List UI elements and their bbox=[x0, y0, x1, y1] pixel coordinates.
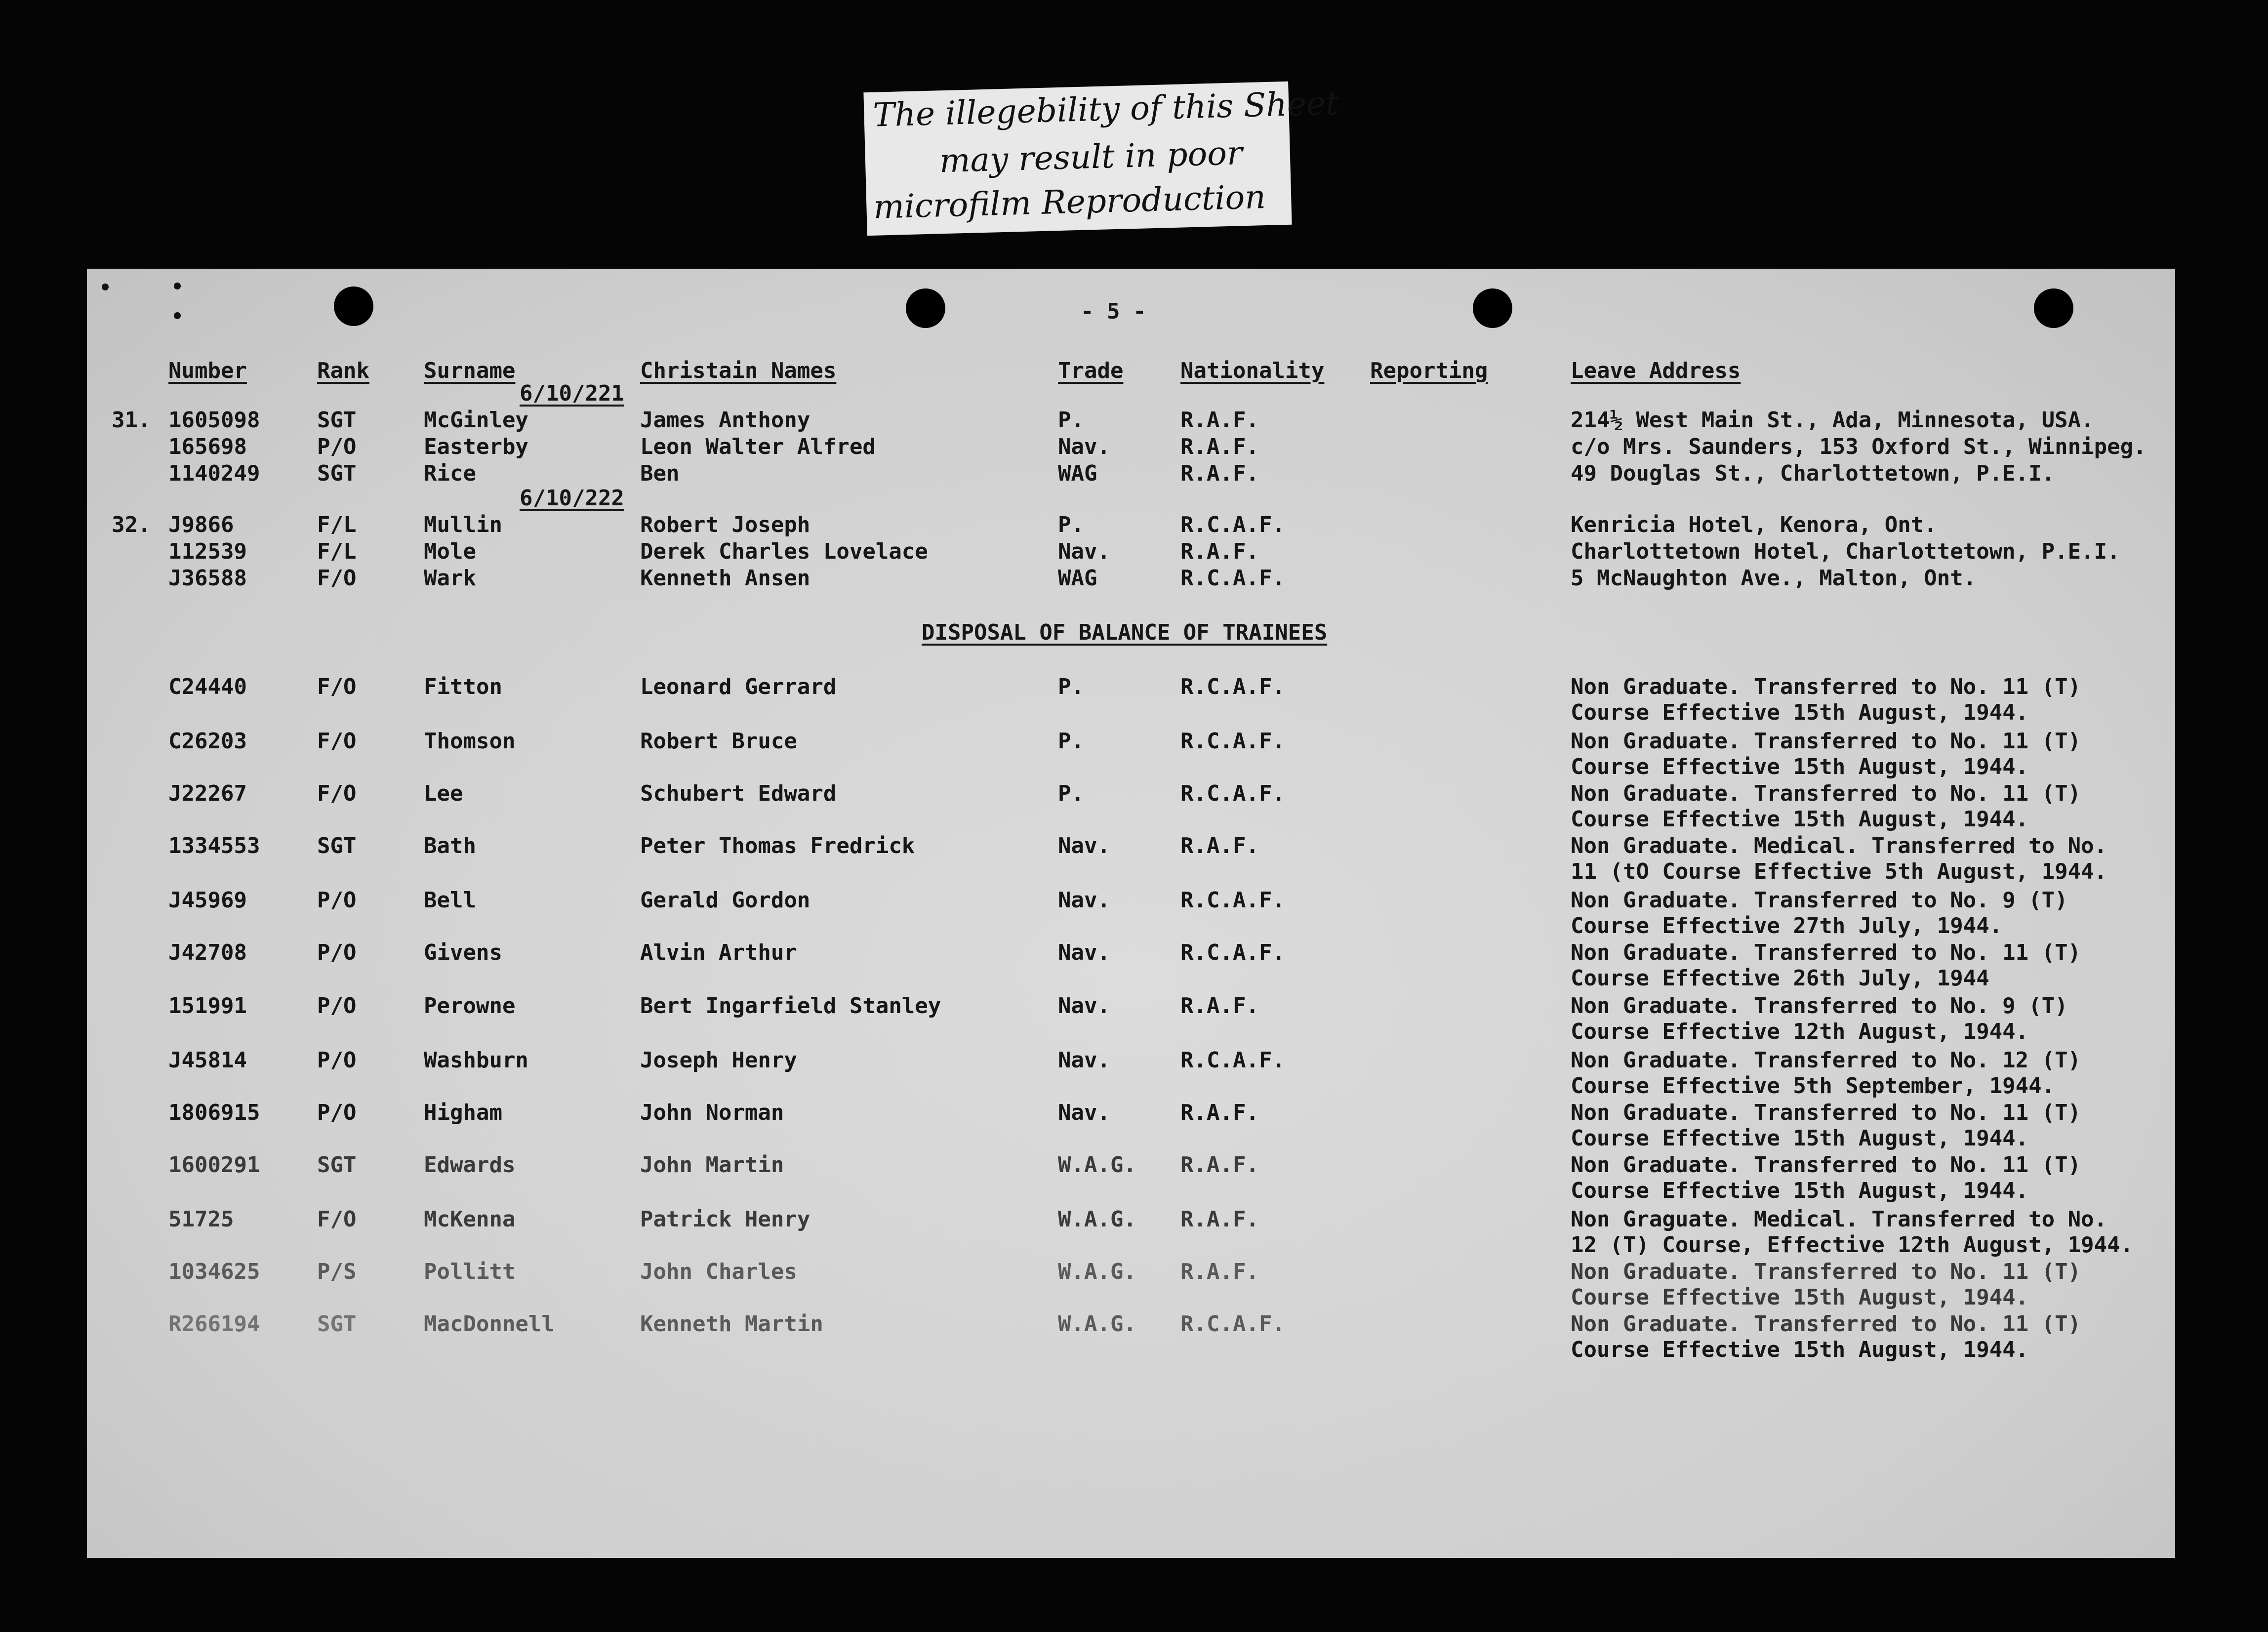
cell-address-line1: Non Graguate. Medical. Transferred to No. bbox=[1571, 1207, 2107, 1232]
cell-nationality: R.C.A.F. bbox=[1180, 512, 1285, 537]
cell-nationality: R.C.A.F. bbox=[1180, 566, 1285, 591]
cell-surname: Edwards bbox=[424, 1152, 516, 1178]
cell-rank: F/O bbox=[317, 781, 357, 806]
cell-address-line2: Course Effective 15th August, 1944. bbox=[1571, 754, 2029, 779]
cell-trade: P. bbox=[1058, 512, 1084, 537]
cell-rank: P/O bbox=[317, 888, 357, 913]
cell-number: R266194 bbox=[168, 1311, 260, 1337]
cell-rank: SGT bbox=[317, 1152, 357, 1178]
cell-names: John Charles bbox=[640, 1259, 797, 1284]
cell-nationality: R.A.F. bbox=[1180, 833, 1259, 858]
cell-nationality: R.C.A.F. bbox=[1180, 888, 1285, 913]
cell-number: J9866 bbox=[168, 512, 234, 537]
cell-address-line2: Course Effective 26th July, 1944 bbox=[1571, 966, 1989, 991]
cell-address-line1: Non Graduate. Transferred to No. 11 (T) bbox=[1571, 1152, 2081, 1178]
cell-nationality: R.A.F. bbox=[1180, 1207, 1259, 1232]
cell-nationality: R.C.A.F. bbox=[1180, 781, 1285, 806]
document-sheet bbox=[87, 269, 2175, 1558]
cell-number: 165698 bbox=[168, 434, 247, 459]
cell-trade: W.A.G. bbox=[1058, 1152, 1136, 1178]
cell-address-line2: 12 (T) Course, Effective 12th August, 1944. bbox=[1571, 1232, 2134, 1258]
cell-address-line1: Non Graduate. Medical. Transferred to No. bbox=[1571, 833, 2107, 858]
cell-rank: SGT bbox=[317, 408, 357, 433]
punch-hole bbox=[334, 286, 373, 326]
cell-names: Alvin Arthur bbox=[640, 940, 797, 965]
punch-hole bbox=[2034, 288, 2073, 328]
handwritten-note bbox=[863, 82, 1339, 236]
cell-names: Peter Thomas Fredrick bbox=[640, 833, 915, 858]
cell-names: Patrick Henry bbox=[640, 1207, 810, 1232]
cell-surname: Fitton bbox=[424, 674, 502, 699]
cell-rank: P/O bbox=[317, 1048, 357, 1073]
cell-address: c/o Mrs. Saunders, 153 Oxford St., Winnipeg. bbox=[1571, 434, 2146, 459]
cell-number: 1600291 bbox=[168, 1152, 260, 1178]
cell-address-line2: Course Effective 15th August, 1944. bbox=[1571, 1178, 2029, 1203]
cell-surname: McKenna bbox=[424, 1207, 516, 1232]
cell-nationality: R.A.F. bbox=[1180, 434, 1259, 459]
cell-rank: P/S bbox=[317, 1259, 357, 1284]
cell-number: 151991 bbox=[168, 993, 247, 1019]
cell-address-line1: Non Graduate. Transferred to No. 11 (T) bbox=[1571, 729, 2081, 754]
cell-address-line1: Non Graduate. Transferred to No. 11 (T) bbox=[1571, 940, 2081, 965]
cell-names: John Norman bbox=[640, 1100, 784, 1125]
cell-address-line2: Course Effective 15th August, 1944. bbox=[1571, 1126, 2029, 1151]
cell-trade: Nav. bbox=[1058, 539, 1110, 564]
cell-trade: W.A.G. bbox=[1058, 1311, 1136, 1337]
cell-trade: P. bbox=[1058, 729, 1084, 754]
cell-trade: P. bbox=[1058, 781, 1084, 806]
cell-names: Derek Charles Lovelace bbox=[640, 539, 928, 564]
cell-names: Kenneth Martin bbox=[640, 1311, 823, 1337]
disposal-heading: DISPOSAL OF BALANCE OF TRAINEES bbox=[922, 620, 1328, 645]
cell-surname: Higham bbox=[424, 1100, 502, 1125]
cell-names: James Anthony bbox=[640, 408, 810, 433]
cell-number: C26203 bbox=[168, 729, 247, 754]
cell-names: Ben bbox=[640, 461, 680, 486]
cell-address-line1: Non Graduate. Transferred to No. 11 (T) bbox=[1571, 674, 2081, 699]
cell-rank: SGT bbox=[317, 1311, 357, 1337]
cell-number: J22267 bbox=[168, 781, 247, 806]
cell-address: 214½ West Main St., Ada, Minnesota, USA. bbox=[1571, 408, 2094, 433]
cell-nationality: R.C.A.F. bbox=[1180, 674, 1285, 699]
film-speck bbox=[102, 284, 109, 290]
header-rank: Rank bbox=[317, 358, 369, 383]
cell-address-line2: Course Effective 12th August, 1944. bbox=[1571, 1019, 2029, 1044]
cell-address: Kenricia Hotel, Kenora, Ont. bbox=[1571, 512, 1937, 537]
cell-address: Charlottetown Hotel, Charlottetown, P.E.I. bbox=[1571, 539, 2120, 564]
cell-number: C24440 bbox=[168, 674, 247, 699]
cell-address-line2: Course Effective 27th July, 1944. bbox=[1571, 913, 2003, 938]
cell-surname: Lee bbox=[424, 781, 463, 806]
cell-surname: Washburn bbox=[424, 1048, 528, 1073]
cell-address-line2: Course Effective 15th August, 1944. bbox=[1571, 700, 2029, 725]
cell-rank: F/O bbox=[317, 566, 357, 591]
cell-rank: P/O bbox=[317, 1100, 357, 1125]
cell-rank: F/L bbox=[317, 512, 357, 537]
cell-names: Robert Bruce bbox=[640, 729, 797, 754]
cell-trade: W.A.G. bbox=[1058, 1259, 1136, 1284]
cell-rank: SGT bbox=[317, 833, 357, 858]
note-line-1: The illegebility of this Sheet bbox=[872, 84, 1339, 134]
cell-names: Leon Walter Alfred bbox=[640, 434, 876, 459]
film-speck bbox=[174, 312, 181, 319]
cell-address: 5 McNaughton Ave., Malton, Ont. bbox=[1571, 566, 1977, 591]
cell-surname: Bell bbox=[424, 888, 476, 913]
cell-nationality: R.A.F. bbox=[1180, 1100, 1259, 1125]
cell-trade: Nav. bbox=[1058, 833, 1110, 858]
header-nationality: Nationality bbox=[1180, 358, 1325, 383]
cell-nationality: R.A.F. bbox=[1180, 539, 1259, 564]
cell-nationality: R.C.A.F. bbox=[1180, 1311, 1285, 1337]
punch-hole bbox=[1473, 288, 1512, 328]
cell-number: J45814 bbox=[168, 1048, 247, 1073]
cell-address-line1: Non Graduate. Transferred to No. 11 (T) bbox=[1571, 1311, 2081, 1337]
cell-names: John Martin bbox=[640, 1152, 784, 1178]
cell-address-line1: Non Graduate. Transferred to No. 11 (T) bbox=[1571, 781, 2081, 806]
page-number: - 5 - bbox=[1081, 299, 1146, 324]
cell-number: 1034625 bbox=[168, 1259, 260, 1284]
cell-names: Robert Joseph bbox=[640, 512, 810, 537]
cell-trade: Nav. bbox=[1058, 1100, 1110, 1125]
cell-rank: SGT bbox=[317, 461, 357, 486]
cell-rank: P/O bbox=[317, 434, 357, 459]
cell-surname: McGinley bbox=[424, 408, 528, 433]
cell-number: 1140249 bbox=[168, 461, 260, 486]
film-speck bbox=[174, 283, 181, 289]
cell-surname: Mullin bbox=[424, 512, 502, 537]
cell-address-line2: Course Effective 15th August, 1944. bbox=[1571, 807, 2029, 832]
cell-surname: Givens bbox=[424, 940, 502, 965]
cell-nationality: R.A.F. bbox=[1180, 461, 1259, 486]
cell-address-line2: Course Effective 15th August, 1944. bbox=[1571, 1337, 2029, 1362]
cell-trade: Nav. bbox=[1058, 434, 1110, 459]
cell-trade: P. bbox=[1058, 408, 1084, 433]
cell-nationality: R.C.A.F. bbox=[1180, 1048, 1285, 1073]
group-32-code: 6/10/222 bbox=[520, 486, 624, 511]
cell-rank: P/O bbox=[317, 940, 357, 965]
cell-number: 112539 bbox=[168, 539, 247, 564]
cell-address-line1: Non Graduate. Transferred to No. 11 (T) bbox=[1571, 1100, 2081, 1125]
punch-hole bbox=[906, 288, 945, 328]
cell-names: Schubert Edward bbox=[640, 781, 837, 806]
cell-trade: Nav. bbox=[1058, 1048, 1110, 1073]
cell-rank: F/O bbox=[317, 729, 357, 754]
cell-address: 49 Douglas St., Charlottetown, P.E.I. bbox=[1571, 461, 2055, 486]
header-christian-names: Christain Names bbox=[640, 358, 837, 383]
header-leave-address: Leave Address bbox=[1571, 358, 1741, 383]
cell-nationality: R.C.A.F. bbox=[1180, 729, 1285, 754]
cell-surname: Thomson bbox=[424, 729, 516, 754]
cell-number: J36588 bbox=[168, 566, 247, 591]
cell-number: J42708 bbox=[168, 940, 247, 965]
cell-names: Leonard Gerrard bbox=[640, 674, 837, 699]
cell-rank: P/O bbox=[317, 993, 357, 1019]
cell-names: Joseph Henry bbox=[640, 1048, 797, 1073]
cell-trade: Nav. bbox=[1058, 993, 1110, 1019]
cell-number: J45969 bbox=[168, 888, 247, 913]
cell-address-line1: Non Graduate. Transferred to No. 11 (T) bbox=[1571, 1259, 2081, 1284]
cell-trade: WAG bbox=[1058, 566, 1097, 591]
cell-trade: P. bbox=[1058, 674, 1084, 699]
cell-trade: WAG bbox=[1058, 461, 1097, 486]
group-32-label: 32. bbox=[112, 512, 151, 537]
note-line-2: may result in poor bbox=[939, 134, 1243, 180]
header-surname: Surname bbox=[424, 358, 516, 383]
header-trade: Trade bbox=[1058, 358, 1124, 383]
cell-number: 1605098 bbox=[168, 408, 260, 433]
cell-surname: Wark bbox=[424, 566, 476, 591]
cell-trade: Nav. bbox=[1058, 940, 1110, 965]
header-number: Number bbox=[168, 358, 247, 383]
cell-rank: F/O bbox=[317, 674, 357, 699]
cell-surname: Bath bbox=[424, 833, 476, 858]
group-31-code: 6/10/221 bbox=[520, 381, 624, 406]
cell-names: Kenneth Ansen bbox=[640, 566, 810, 591]
cell-address-line2: Course Effective 15th August, 1944. bbox=[1571, 1285, 2029, 1310]
cell-number: 1806915 bbox=[168, 1100, 260, 1125]
cell-surname: Rice bbox=[424, 461, 476, 486]
header-reporting: Reporting bbox=[1370, 358, 1488, 383]
cell-number: 51725 bbox=[168, 1207, 234, 1232]
cell-nationality: R.A.F. bbox=[1180, 993, 1259, 1019]
cell-nationality: R.A.F. bbox=[1180, 408, 1259, 433]
cell-rank: F/O bbox=[317, 1207, 357, 1232]
cell-surname: MacDonnell bbox=[424, 1311, 555, 1337]
note-line-3: microfilm Reproduction bbox=[873, 178, 1266, 226]
group-31-label: 31. bbox=[112, 408, 151, 433]
cell-address-line1: Non Graduate. Transferred to No. 12 (T) bbox=[1571, 1048, 2081, 1073]
cell-trade: Nav. bbox=[1058, 888, 1110, 913]
cell-nationality: R.A.F. bbox=[1180, 1152, 1259, 1178]
cell-address-line1: Non Graduate. Transferred to No. 9 (T) bbox=[1571, 888, 2068, 913]
cell-address-line1: Non Graduate. Transferred to No. 9 (T) bbox=[1571, 993, 2068, 1019]
cell-surname: Perowne bbox=[424, 993, 516, 1019]
cell-names: Bert Ingarfield Stanley bbox=[640, 993, 941, 1019]
cell-rank: F/L bbox=[317, 539, 357, 564]
cell-surname: Mole bbox=[424, 539, 476, 564]
cell-number: 1334553 bbox=[168, 833, 260, 858]
cell-address-line2: 11 (tO Course Effective 5th August, 1944. bbox=[1571, 859, 2107, 884]
cell-address-line2: Course Effective 5th September, 1944. bbox=[1571, 1073, 2055, 1099]
cell-surname: Pollitt bbox=[424, 1259, 516, 1284]
cell-names: Gerald Gordon bbox=[640, 888, 810, 913]
cell-nationality: R.C.A.F. bbox=[1180, 940, 1285, 965]
cell-surname: Easterby bbox=[424, 434, 528, 459]
cell-trade: W.A.G. bbox=[1058, 1207, 1136, 1232]
cell-nationality: R.A.F. bbox=[1180, 1259, 1259, 1284]
